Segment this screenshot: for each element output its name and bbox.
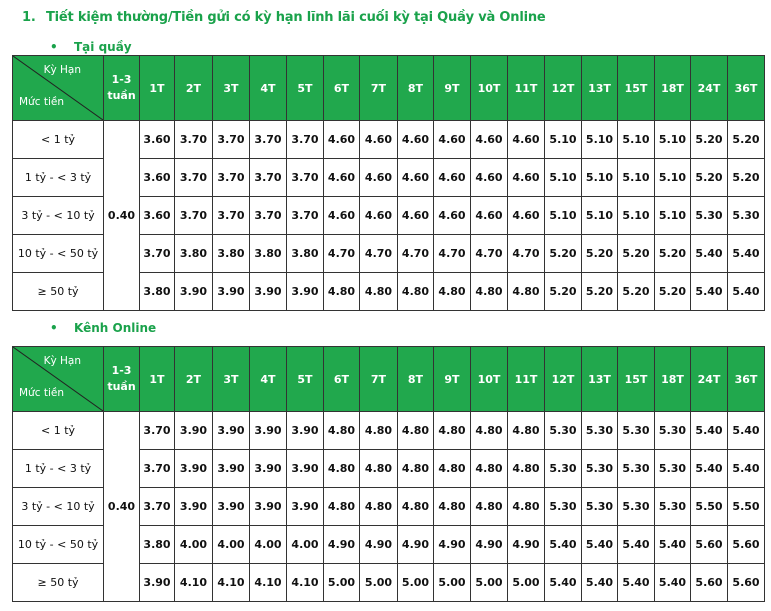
rate-cell: 4.80: [360, 450, 398, 488]
rate-cell: 3.90: [213, 450, 250, 488]
header-1-3-line1: 1-3: [111, 73, 132, 86]
rate-cell: 4.80: [398, 273, 434, 311]
term-header: 6T: [324, 56, 360, 121]
rate-cell: 5.50: [691, 488, 728, 526]
term-axis-label: Kỳ Hạn: [43, 355, 81, 367]
rate-cell: 3.90: [140, 564, 175, 602]
term-header: 7T: [360, 347, 398, 412]
rate-cell: 5.10: [582, 121, 618, 159]
amount-tier-label: 10 tỷ - < 50 tỷ: [13, 235, 104, 273]
rate-cell: 5.10: [655, 197, 691, 235]
term-header: 12T: [545, 56, 582, 121]
rate-cell: 4.60: [434, 159, 471, 197]
rate-cell: 5.10: [545, 159, 582, 197]
bullet-icon: •: [50, 40, 58, 54]
rate-cell: 5.40: [618, 526, 655, 564]
rate-cell: 4.80: [398, 450, 434, 488]
term-header: 1T: [140, 56, 175, 121]
term-header: 8T: [398, 56, 434, 121]
rate-cell: 4.60: [360, 121, 398, 159]
rate-cell: 5.30: [655, 488, 691, 526]
amount-tier-label: 3 tỷ - < 10 tỷ: [13, 197, 104, 235]
rate-cell: 5.20: [655, 273, 691, 311]
rate-cell: 5.30: [545, 412, 582, 450]
rate-cell: 4.90: [508, 526, 545, 564]
rate-cell: 5.00: [471, 564, 508, 602]
rate-cell: 4.80: [434, 488, 471, 526]
term-header: 15T: [618, 347, 655, 412]
term-header: 8T: [398, 347, 434, 412]
rate-cell: 5.10: [618, 121, 655, 159]
rate-cell: 5.40: [582, 526, 618, 564]
term-header: 5T: [287, 347, 324, 412]
rate-cell: 5.30: [582, 450, 618, 488]
rate-cell: 5.20: [545, 235, 582, 273]
term-header: 2T: [175, 347, 213, 412]
table-row: [13, 412, 765, 450]
rate-cell: 4.80: [324, 412, 360, 450]
rate-cell: 4.80: [360, 488, 398, 526]
rate-cell: 5.30: [618, 488, 655, 526]
amount-axis-label: Mức tiền: [19, 96, 64, 108]
rate-cell: 4.90: [471, 526, 508, 564]
rate-cell: 5.30: [582, 412, 618, 450]
subheading-counter-title: Tại quầy: [74, 40, 132, 54]
rate-cell: 4.80: [360, 412, 398, 450]
rate-cell: 4.60: [434, 197, 471, 235]
rate-cell: 5.40: [618, 564, 655, 602]
rate-cell: 3.70: [287, 197, 324, 235]
rate-cell: 4.10: [287, 564, 324, 602]
rate-cell: 4.80: [398, 488, 434, 526]
rate-cell: 5.40: [728, 450, 765, 488]
rate-cell: 3.70: [287, 121, 324, 159]
subheading-online-title: Kênh Online: [74, 321, 157, 335]
amount-tier-label: ≥ 50 tỷ: [13, 564, 104, 602]
rate-cell: 4.60: [471, 197, 508, 235]
rate-cell: 5.40: [691, 412, 728, 450]
term-header: 10T: [471, 56, 508, 121]
rate-cell: 4.90: [398, 526, 434, 564]
term-header: 12T: [545, 347, 582, 412]
header-1-3-weeks: [104, 56, 140, 121]
rate-cell: 3.70: [140, 488, 175, 526]
rate-cell: 4.80: [398, 412, 434, 450]
rate-cell: 4.90: [434, 526, 471, 564]
rate-cell: 4.70: [398, 235, 434, 273]
rate-cell: 5.10: [545, 197, 582, 235]
rate-cell: 3.90: [250, 273, 287, 311]
rate-cell: 4.00: [175, 526, 213, 564]
rate-cell: 4.70: [360, 235, 398, 273]
rate-cell: 4.60: [360, 159, 398, 197]
rate-cell: 5.40: [545, 526, 582, 564]
rate-cell: 4.70: [508, 235, 545, 273]
rate-cell: 4.90: [360, 526, 398, 564]
diagonal-header-cell: [13, 347, 104, 412]
amount-tier-label: 10 tỷ - < 50 tỷ: [13, 526, 104, 564]
rate-cell: 4.80: [324, 450, 360, 488]
header-1-3-line2: tuần: [107, 380, 136, 393]
term-header: 11T: [508, 347, 545, 412]
amount-tier-label: 1 tỷ - < 3 tỷ: [13, 450, 104, 488]
rate-cell: 4.60: [324, 197, 360, 235]
rate-cell: 5.40: [691, 273, 728, 311]
rate-cell: 5.30: [545, 488, 582, 526]
rate-cell: 3.90: [213, 273, 250, 311]
bullet-icon: •: [50, 321, 58, 335]
rate-cell: 5.30: [618, 450, 655, 488]
header-1-3-line2: tuần: [107, 89, 136, 102]
rate-cell: 5.10: [618, 197, 655, 235]
rate-cell: 5.20: [728, 159, 765, 197]
rate-cell: 5.60: [691, 526, 728, 564]
rate-cell: 4.80: [508, 450, 545, 488]
rate-cell: 5.10: [582, 197, 618, 235]
section-number: 1.: [22, 10, 36, 25]
rate-cell: 4.90: [324, 526, 360, 564]
rate-cell: 5.40: [728, 273, 765, 311]
section-heading: [22, 10, 546, 25]
rate-cell: 4.80: [471, 488, 508, 526]
rate-1-3-weeks: 0.40: [104, 121, 140, 311]
term-header: 36T: [728, 347, 765, 412]
rate-cell: 3.60: [140, 121, 175, 159]
rate-cell: 3.80: [140, 526, 175, 564]
amount-tier-label: ≥ 50 tỷ: [13, 273, 104, 311]
subheading-counter: [50, 40, 132, 54]
rate-cell: 4.60: [398, 121, 434, 159]
rate-cell: 3.70: [250, 197, 287, 235]
rate-cell: 5.20: [582, 235, 618, 273]
rate-table-counter: [12, 55, 765, 311]
subheading-online: [50, 321, 156, 335]
rate-cell: 4.60: [360, 197, 398, 235]
term-header: 4T: [250, 347, 287, 412]
term-header: 9T: [434, 56, 471, 121]
term-header: 13T: [582, 347, 618, 412]
rate-cell: 5.40: [582, 564, 618, 602]
amount-tier-label: < 1 tỷ: [13, 121, 104, 159]
rate-cell: 5.30: [655, 412, 691, 450]
rate-cell: 5.20: [691, 121, 728, 159]
rate-cell: 5.40: [728, 235, 765, 273]
rate-cell: 4.60: [324, 121, 360, 159]
rate-cell: 3.70: [250, 121, 287, 159]
rate-cell: 5.20: [545, 273, 582, 311]
rate-cell: 3.80: [213, 235, 250, 273]
amount-axis-label: Mức tiền: [19, 387, 64, 399]
rate-cell: 3.70: [287, 159, 324, 197]
rate-cell: 3.60: [140, 197, 175, 235]
rate-cell: 5.00: [508, 564, 545, 602]
rate-cell: 3.70: [175, 197, 213, 235]
term-header: 18T: [655, 347, 691, 412]
term-header: 13T: [582, 56, 618, 121]
rate-cell: 4.60: [508, 159, 545, 197]
rate-cell: 3.90: [287, 488, 324, 526]
rate-cell: 3.70: [250, 159, 287, 197]
rate-cell: 3.90: [175, 412, 213, 450]
rate-cell: 3.80: [287, 235, 324, 273]
rate-cell: 5.10: [655, 121, 691, 159]
rate-cell: 3.80: [175, 235, 213, 273]
rate-table-online: [12, 346, 765, 602]
rate-cell: 4.10: [175, 564, 213, 602]
rate-cell: 4.80: [434, 273, 471, 311]
rate-cell: 5.40: [545, 564, 582, 602]
rate-cell: 5.00: [398, 564, 434, 602]
rate-cell: 3.60: [140, 159, 175, 197]
rate-cell: 4.70: [434, 235, 471, 273]
rate-cell: 3.70: [213, 159, 250, 197]
rate-cell: 5.60: [691, 564, 728, 602]
term-header: 7T: [360, 56, 398, 121]
header-1-3-weeks: [104, 347, 140, 412]
rate-cell: 5.50: [728, 488, 765, 526]
rate-cell: 4.60: [508, 197, 545, 235]
rate-cell: 3.90: [213, 412, 250, 450]
rate-cell: 4.60: [471, 159, 508, 197]
rate-cell: 4.80: [434, 412, 471, 450]
rate-cell: 4.60: [471, 121, 508, 159]
rate-cell: 3.90: [175, 488, 213, 526]
rate-cell: 3.70: [140, 235, 175, 273]
table-row: [13, 121, 765, 159]
rate-cell: 5.60: [728, 564, 765, 602]
rate-cell: 5.20: [618, 273, 655, 311]
rate-cell: 3.90: [175, 273, 213, 311]
rate-cell: 3.90: [287, 450, 324, 488]
rate-cell: 4.60: [398, 197, 434, 235]
rate-cell: 3.70: [140, 450, 175, 488]
rate-1-3-weeks: 0.40: [104, 412, 140, 602]
term-header: 36T: [728, 56, 765, 121]
rate-cell: 5.10: [655, 159, 691, 197]
rate-cell: 5.40: [728, 412, 765, 450]
rate-cell: 4.80: [324, 273, 360, 311]
rate-cell: 3.90: [250, 488, 287, 526]
rate-cell: 3.70: [213, 121, 250, 159]
rate-cell: 4.10: [213, 564, 250, 602]
rate-cell: 5.30: [545, 450, 582, 488]
rate-cell: 5.00: [434, 564, 471, 602]
term-header: 9T: [434, 347, 471, 412]
rate-cell: 4.80: [471, 273, 508, 311]
rate-cell: 4.80: [471, 412, 508, 450]
rate-cell: 3.90: [175, 450, 213, 488]
rate-cell: 5.30: [728, 197, 765, 235]
rate-cell: 3.70: [175, 121, 213, 159]
amount-tier-label: 3 tỷ - < 10 tỷ: [13, 488, 104, 526]
rate-cell: 5.40: [691, 450, 728, 488]
rate-cell: 5.60: [728, 526, 765, 564]
term-header: 1T: [140, 347, 175, 412]
term-header: 2T: [175, 56, 213, 121]
rate-cell: 5.20: [691, 159, 728, 197]
term-axis-label: Kỳ Hạn: [43, 64, 81, 76]
rate-cell: 4.00: [250, 526, 287, 564]
rate-cell: 5.40: [691, 235, 728, 273]
rate-cell: 3.90: [213, 488, 250, 526]
rate-cell: 4.60: [398, 159, 434, 197]
rate-cell: 4.70: [471, 235, 508, 273]
rate-cell: 4.00: [213, 526, 250, 564]
term-header: 15T: [618, 56, 655, 121]
rate-cell: 4.80: [471, 450, 508, 488]
rate-cell: 5.30: [618, 412, 655, 450]
term-header: 18T: [655, 56, 691, 121]
rate-cell: 3.80: [140, 273, 175, 311]
term-header: 24T: [691, 56, 728, 121]
rate-cell: 5.30: [655, 450, 691, 488]
rate-cell: 4.80: [360, 273, 398, 311]
rate-cell: 5.20: [582, 273, 618, 311]
term-header: 11T: [508, 56, 545, 121]
rate-cell: 4.60: [434, 121, 471, 159]
rate-cell: 5.40: [655, 564, 691, 602]
rate-cell: 4.80: [434, 450, 471, 488]
rate-cell: 3.70: [140, 412, 175, 450]
rate-cell: 4.00: [287, 526, 324, 564]
rate-cell: 5.30: [691, 197, 728, 235]
term-header: 3T: [213, 56, 250, 121]
term-header: 24T: [691, 347, 728, 412]
rate-cell: 3.70: [175, 159, 213, 197]
rate-cell: 5.40: [655, 526, 691, 564]
rate-cell: 4.80: [508, 412, 545, 450]
rate-cell: 5.00: [324, 564, 360, 602]
rate-cell: 4.60: [508, 121, 545, 159]
term-header: 4T: [250, 56, 287, 121]
rate-cell: 3.90: [287, 412, 324, 450]
rate-cell: 5.20: [655, 235, 691, 273]
rate-cell: 5.20: [618, 235, 655, 273]
rate-cell: 5.10: [582, 159, 618, 197]
rate-cell: 5.30: [582, 488, 618, 526]
amount-tier-label: 1 tỷ - < 3 tỷ: [13, 159, 104, 197]
rate-cell: 5.10: [618, 159, 655, 197]
rate-cell: 3.90: [250, 412, 287, 450]
term-header: 6T: [324, 347, 360, 412]
rate-cell: 3.90: [250, 450, 287, 488]
rate-cell: 5.10: [545, 121, 582, 159]
rate-cell: 3.70: [213, 197, 250, 235]
rate-cell: 4.60: [324, 159, 360, 197]
term-header: 3T: [213, 347, 250, 412]
rate-cell: 4.80: [508, 488, 545, 526]
diagonal-header-cell: [13, 56, 104, 121]
header-row: [13, 56, 765, 121]
term-header: 10T: [471, 347, 508, 412]
header-1-3-line1: 1-3: [111, 364, 132, 377]
rate-cell: 3.90: [287, 273, 324, 311]
rate-cell: 4.70: [324, 235, 360, 273]
rate-cell: 4.10: [250, 564, 287, 602]
section-title: Tiết kiệm thường/Tiền gửi có kỳ hạn lĩnh lãi cuối kỳ tại Quầy và Online: [46, 10, 546, 25]
rate-cell: 4.80: [324, 488, 360, 526]
rate-cell: 5.00: [360, 564, 398, 602]
rate-cell: 5.20: [728, 121, 765, 159]
header-row: [13, 347, 765, 412]
rate-cell: 4.80: [508, 273, 545, 311]
term-header: 5T: [287, 56, 324, 121]
amount-tier-label: < 1 tỷ: [13, 412, 104, 450]
rate-cell: 3.80: [250, 235, 287, 273]
